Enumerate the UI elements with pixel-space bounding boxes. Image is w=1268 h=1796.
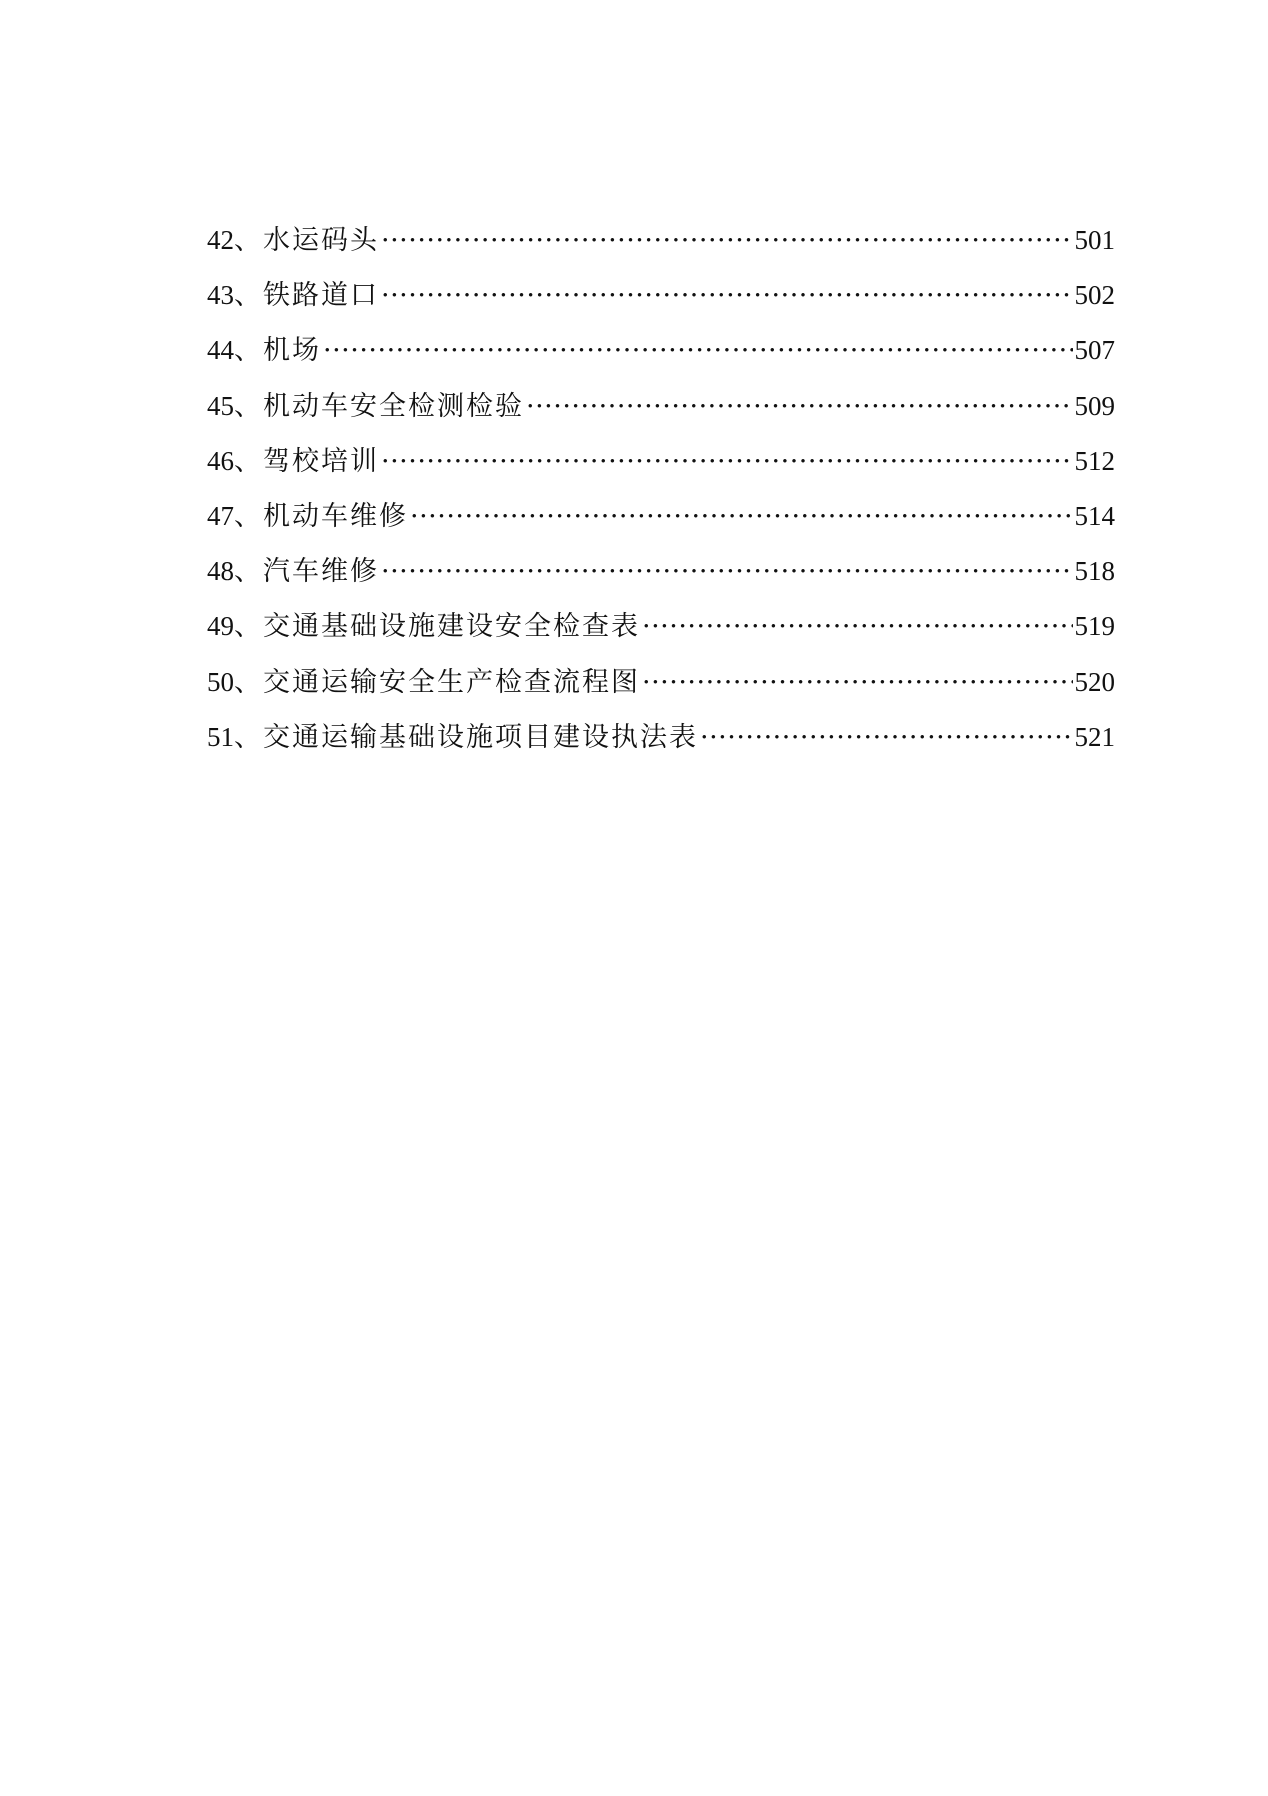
entry-number: 43: [207, 280, 234, 311]
entry-page-number: 509: [1074, 390, 1115, 421]
entry-title: 交通运输安全生产检查流程图: [263, 666, 640, 698]
dot-leader: [642, 599, 1073, 654]
toc-entry[interactable]: [207, 323, 1115, 378]
entry-page-number: 502: [1074, 280, 1115, 311]
entry-separator: 、: [234, 335, 261, 367]
entry-page-number: 518: [1074, 556, 1115, 587]
entry-page-number: 514: [1074, 500, 1115, 531]
entry-title: 水运码头: [263, 225, 379, 256]
toc-entry[interactable]: [207, 599, 1115, 654]
entry-number: 45: [207, 390, 234, 421]
dot-leader: [410, 489, 1073, 544]
dot-leader: [381, 213, 1073, 268]
entry-number: 44: [207, 335, 234, 366]
entry-number: 46: [207, 445, 234, 476]
table-of-contents: [207, 213, 1115, 765]
entry-number: 50: [207, 666, 234, 697]
dot-leader: [700, 710, 1073, 765]
entry-title: 交通基础设施建设安全检查表: [263, 611, 640, 643]
dot-leader: [526, 379, 1073, 434]
entry-separator: 、: [234, 225, 261, 256]
entry-separator: 、: [234, 556, 261, 588]
entry-number: 51: [207, 721, 234, 752]
entry-separator: 、: [234, 500, 261, 532]
entry-number: 42: [207, 225, 234, 255]
entry-title: 交通运输基础设施项目建设执法表: [263, 721, 698, 753]
toc-entry[interactable]: [207, 268, 1115, 323]
entry-title: 机动车维修: [263, 500, 408, 532]
entry-number: 48: [207, 556, 234, 587]
entry-page-number: 521: [1074, 721, 1115, 752]
entry-page-number: 520: [1074, 666, 1115, 697]
entry-number: 47: [207, 500, 234, 531]
entry-separator: 、: [234, 445, 261, 477]
entry-title: 机场: [263, 335, 321, 367]
entry-separator: 、: [234, 666, 261, 698]
entry-page-number: 501: [1074, 225, 1115, 255]
entry-title: 汽车维修: [263, 556, 379, 588]
dot-leader: [381, 268, 1073, 323]
dot-leader: [642, 655, 1073, 710]
dot-leader: [381, 544, 1073, 599]
entry-page-number: 519: [1074, 611, 1115, 642]
toc-entry[interactable]: [207, 434, 1115, 489]
entry-separator: 、: [234, 721, 261, 753]
toc-entry[interactable]: [207, 544, 1115, 599]
dot-leader: [323, 323, 1073, 378]
entry-separator: 、: [234, 611, 261, 643]
toc-entry[interactable]: [207, 655, 1115, 710]
entry-separator: 、: [234, 390, 261, 422]
entry-number: 49: [207, 611, 234, 642]
toc-entry[interactable]: [207, 710, 1115, 765]
entry-title: 机动车安全检测检验: [263, 390, 524, 422]
toc-entry[interactable]: [207, 489, 1115, 544]
entry-page-number: 507: [1074, 335, 1115, 366]
dot-leader: [381, 434, 1073, 489]
entry-title: 驾校培训: [263, 445, 379, 477]
toc-entry[interactable]: [207, 213, 1115, 268]
entry-page-number: 512: [1074, 445, 1115, 476]
toc-entry[interactable]: [207, 379, 1115, 434]
entry-title: 铁路道口: [263, 280, 379, 312]
entry-separator: 、: [234, 280, 261, 312]
